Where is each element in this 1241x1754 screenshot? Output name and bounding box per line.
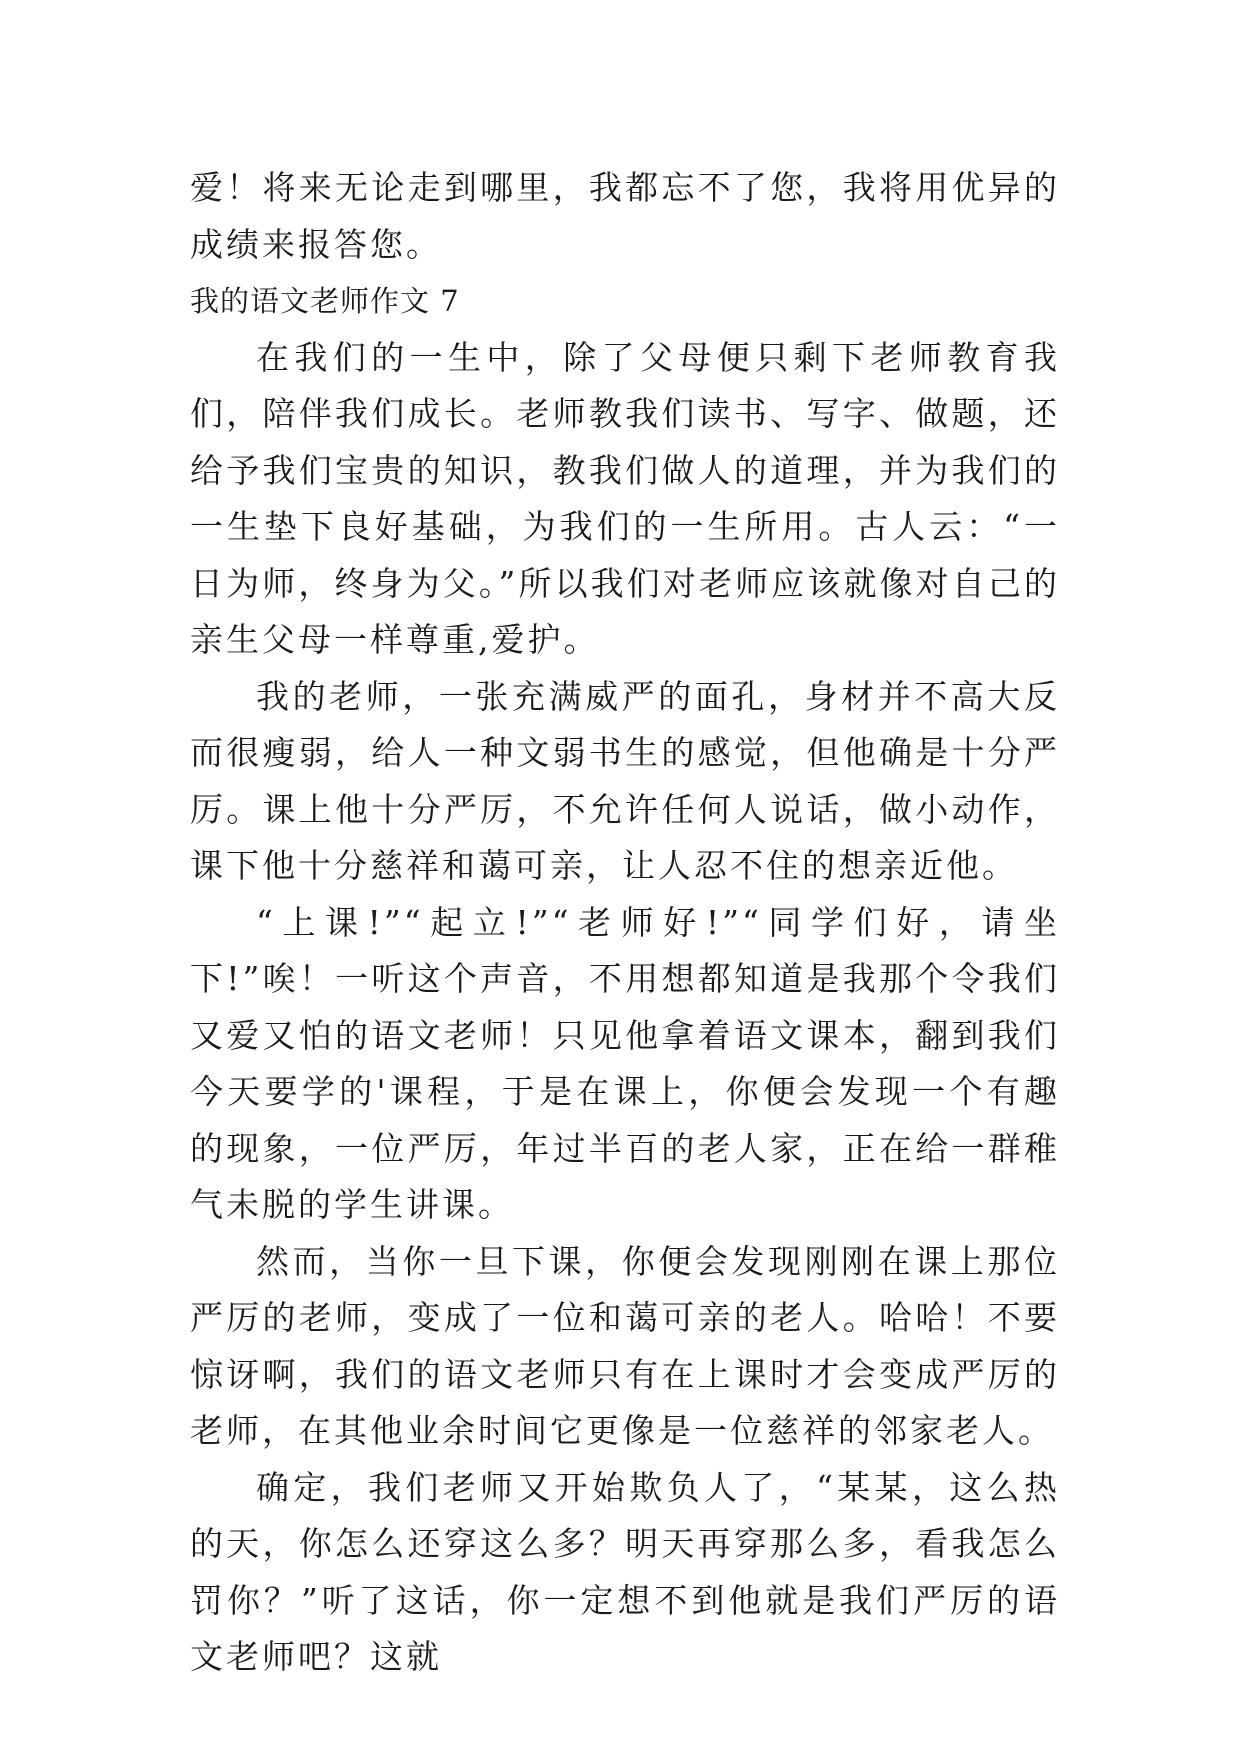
paragraph-3: “上课!”“起立!”“老师好!”“同学们好，请坐下!”唉！一听这个声音，不用想都知道是我那个令我们又爱又怕的语文老师！只见他拿着语文课本，翻到我们今天要学的'课程，于是在课上，你便会发现一个有趣的现象，一位严厉，年过半百的老人家，正在给一群稚气未脱的学生讲课。 — [190, 902, 1060, 1224]
paragraph-5: 确定，我们老师又开始欺负人了，“某某，这么热的天，你怎么还穿这么多？明天再穿那么多，看我怎么罚你？”听了这话，你一定想不到他就是我们严厉的语文老师吧？这就 — [190, 1467, 1060, 1676]
paragraph-4: 然而，当你一旦下课，你便会发现刚刚在课上那位严厉的老师，变成了一位和蔼可亲的老人。哈哈！不要惊讶啊，我们的语文老师只有在上课时才会变成严厉的老师，在其他业余时间它更像是一位慈祥的邻家老人。 — [190, 1241, 1060, 1450]
paragraph-1: 在我们的一生中，除了父母便只剩下老师教育我们，陪伴我们成长。老师教我们读书、写字、做题，还给予我们宝贵的知识，教我们做人的道理，并为我们的一生垫下良好基础，为我们的一生所用。古人云：“一日为师，终身为父。”所以我们对老师应该就像对自己的亲生父母一样尊重,爱护。 — [190, 337, 1060, 659]
section-heading: 我的语文老师作文 7 — [190, 284, 460, 318]
document-body — [190, 160, 1060, 1686]
paragraph-2: 我的老师，一张充满威严的面孔，身材并不高大反而很瘦弱，给人一种文弱书生的感觉，但他确是十分严厉。课上他十分严厉，不允许任何人说话，做小动作，课下他十分慈祥和蔼可亲，让人忍不住的想亲近他。 — [190, 676, 1060, 885]
paragraph-continuation: 爱！将来无论走到哪里，我都忘不了您，我将用优异的成绩来报答您。 — [190, 168, 1060, 264]
